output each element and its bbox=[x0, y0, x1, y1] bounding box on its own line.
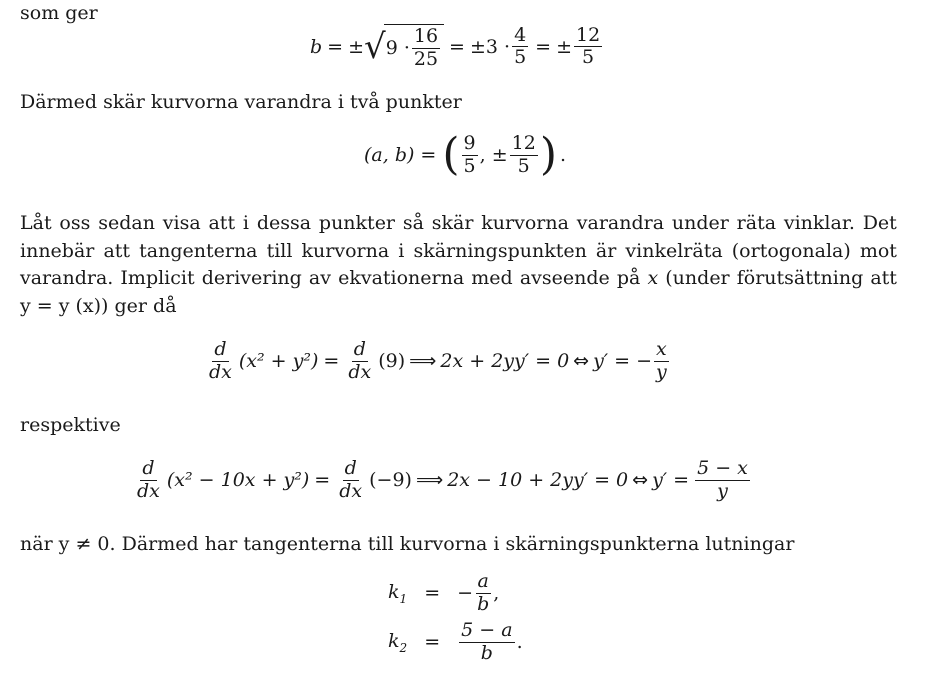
k1-equals: = bbox=[424, 582, 441, 605]
slopes-block bbox=[388, 572, 523, 664]
eq1-f1-den: 25 bbox=[413, 47, 439, 70]
eq1-pm: ± bbox=[348, 35, 365, 58]
paragraph-orthogonal bbox=[20, 210, 897, 320]
equation-derivative-2: $\frac{d}{dx}$ (x² − 10x + y²) = $\frac{d}{dx}$ (−9) ⟹ 2x − 10 + 2yy′ = 0 ⇔ y′ = $\frac{5 - x}{y}$ bbox=[137, 457, 748, 502]
eq2-f2-num: 12 bbox=[511, 131, 536, 154]
paren-close: ) bbox=[539, 129, 557, 180]
eq3-ddx-2: $\frac{d}{dx}$ bbox=[348, 338, 372, 383]
eq1-f2-den: 5 bbox=[514, 46, 527, 69]
eq1-lhs: b bbox=[310, 35, 323, 58]
text-darmed: Därmed skär kurvorna varandra i två punkter bbox=[20, 91, 462, 113]
sqrt-body bbox=[384, 24, 444, 70]
eq4-rhs-arg: (−9) bbox=[369, 469, 412, 492]
k2-label: $k_2$ bbox=[388, 629, 408, 655]
eq4-frac-result: $\frac{5 - x}{y}$ bbox=[697, 457, 748, 502]
k1-label: $k_1$ bbox=[388, 580, 408, 606]
eq3-result: 2x + 2yy′ = 0 bbox=[440, 350, 570, 373]
eq1-frac1 bbox=[412, 27, 440, 70]
text-som-ger: som ger bbox=[20, 2, 98, 24]
eq1-f3-num: 12 bbox=[576, 23, 601, 46]
eq4-result: 2x − 10 + 2yy′ = 0 bbox=[447, 469, 629, 492]
sqrt-symbol: √ bbox=[364, 26, 386, 67]
eq1-frac3 bbox=[574, 23, 602, 69]
k1-value: − $\frac{a}{b}$ , bbox=[457, 570, 500, 615]
equation-points bbox=[364, 129, 567, 180]
eq2-frac2 bbox=[510, 131, 538, 177]
text-respektive: respektive bbox=[20, 414, 121, 436]
text-nar: när y ≠ 0. Därmed har tangenterna till kurvorna i skärningspunkterna lutningar bbox=[20, 533, 795, 555]
equation-derivative-1: $\frac{d}{dx}$ (x² + y²) = $\frac{d}{dx}$ (9) ⟹ 2x + 2yy′ = 0 ⇔ y′ = − $\frac{x}{y}$ bbox=[209, 338, 667, 383]
eq3-frac-result: $\frac{x}{y}$ bbox=[656, 338, 667, 383]
k2-value: $\frac{5 - a}{b}$ . bbox=[461, 618, 523, 664]
paren-open: ( bbox=[442, 129, 460, 180]
eq1-f1-num: 16 bbox=[413, 25, 439, 47]
eq2-f1-den: 5 bbox=[463, 154, 476, 177]
eq1-frac2 bbox=[512, 23, 528, 69]
eq4-lhs-arg: (x² − 10x + y²) bbox=[166, 469, 310, 492]
eq1-sqrt-coef: 9 · bbox=[385, 37, 410, 60]
eq2-f1-num: 9 bbox=[463, 131, 476, 154]
eq3-lhs-arg: (x² + y²) bbox=[238, 350, 319, 373]
eq3-ddx-1: $\frac{d}{dx}$ bbox=[209, 338, 232, 383]
eq4-ddx-1: $\frac{d}{dx}$ bbox=[137, 457, 160, 502]
k2-equals: = bbox=[424, 631, 441, 654]
para-line-3: varandra. Implicit derivering av ekvationerna med avseende på x (under förutsättning att bbox=[20, 267, 897, 289]
eq2-sep: , ± bbox=[479, 144, 508, 166]
eq1-mid: ±3 · bbox=[469, 35, 511, 58]
eq4-yprime: y′ = bbox=[652, 469, 690, 492]
para-line-1: Låt oss sedan visa att i dessa punkter så skär kurvorna varandra under räta vinklar. Det bbox=[20, 212, 897, 234]
eq2-end: . bbox=[559, 144, 567, 166]
eq1-f3-den: 5 bbox=[582, 46, 595, 69]
equation-b-value: b = ± √ 9 · $\frac{16}{25}$ = ±3 · $\frac{4}{5}$ = ± $\frac{12}{5}$ bbox=[310, 23, 601, 70]
eq3-yprime: y′ = − bbox=[593, 350, 653, 373]
eq3-rhs-arg: (9) bbox=[378, 350, 406, 373]
para-line-2: innebär att tangenterna till kurvorna i skärningspunkten är vinkelräta (ortogonala) mot bbox=[20, 239, 897, 262]
para-line-4: y = y (x)) ger då bbox=[20, 294, 177, 317]
eq2-frac1 bbox=[462, 131, 478, 177]
eq1-f2-num: 4 bbox=[514, 23, 527, 46]
eq2-f2-den: 5 bbox=[517, 154, 530, 177]
eq1-equals: = bbox=[327, 35, 344, 58]
eq2-lhs: (a, b) = bbox=[364, 144, 437, 166]
eq4-ddx-2: $\frac{d}{dx}$ bbox=[339, 457, 363, 502]
